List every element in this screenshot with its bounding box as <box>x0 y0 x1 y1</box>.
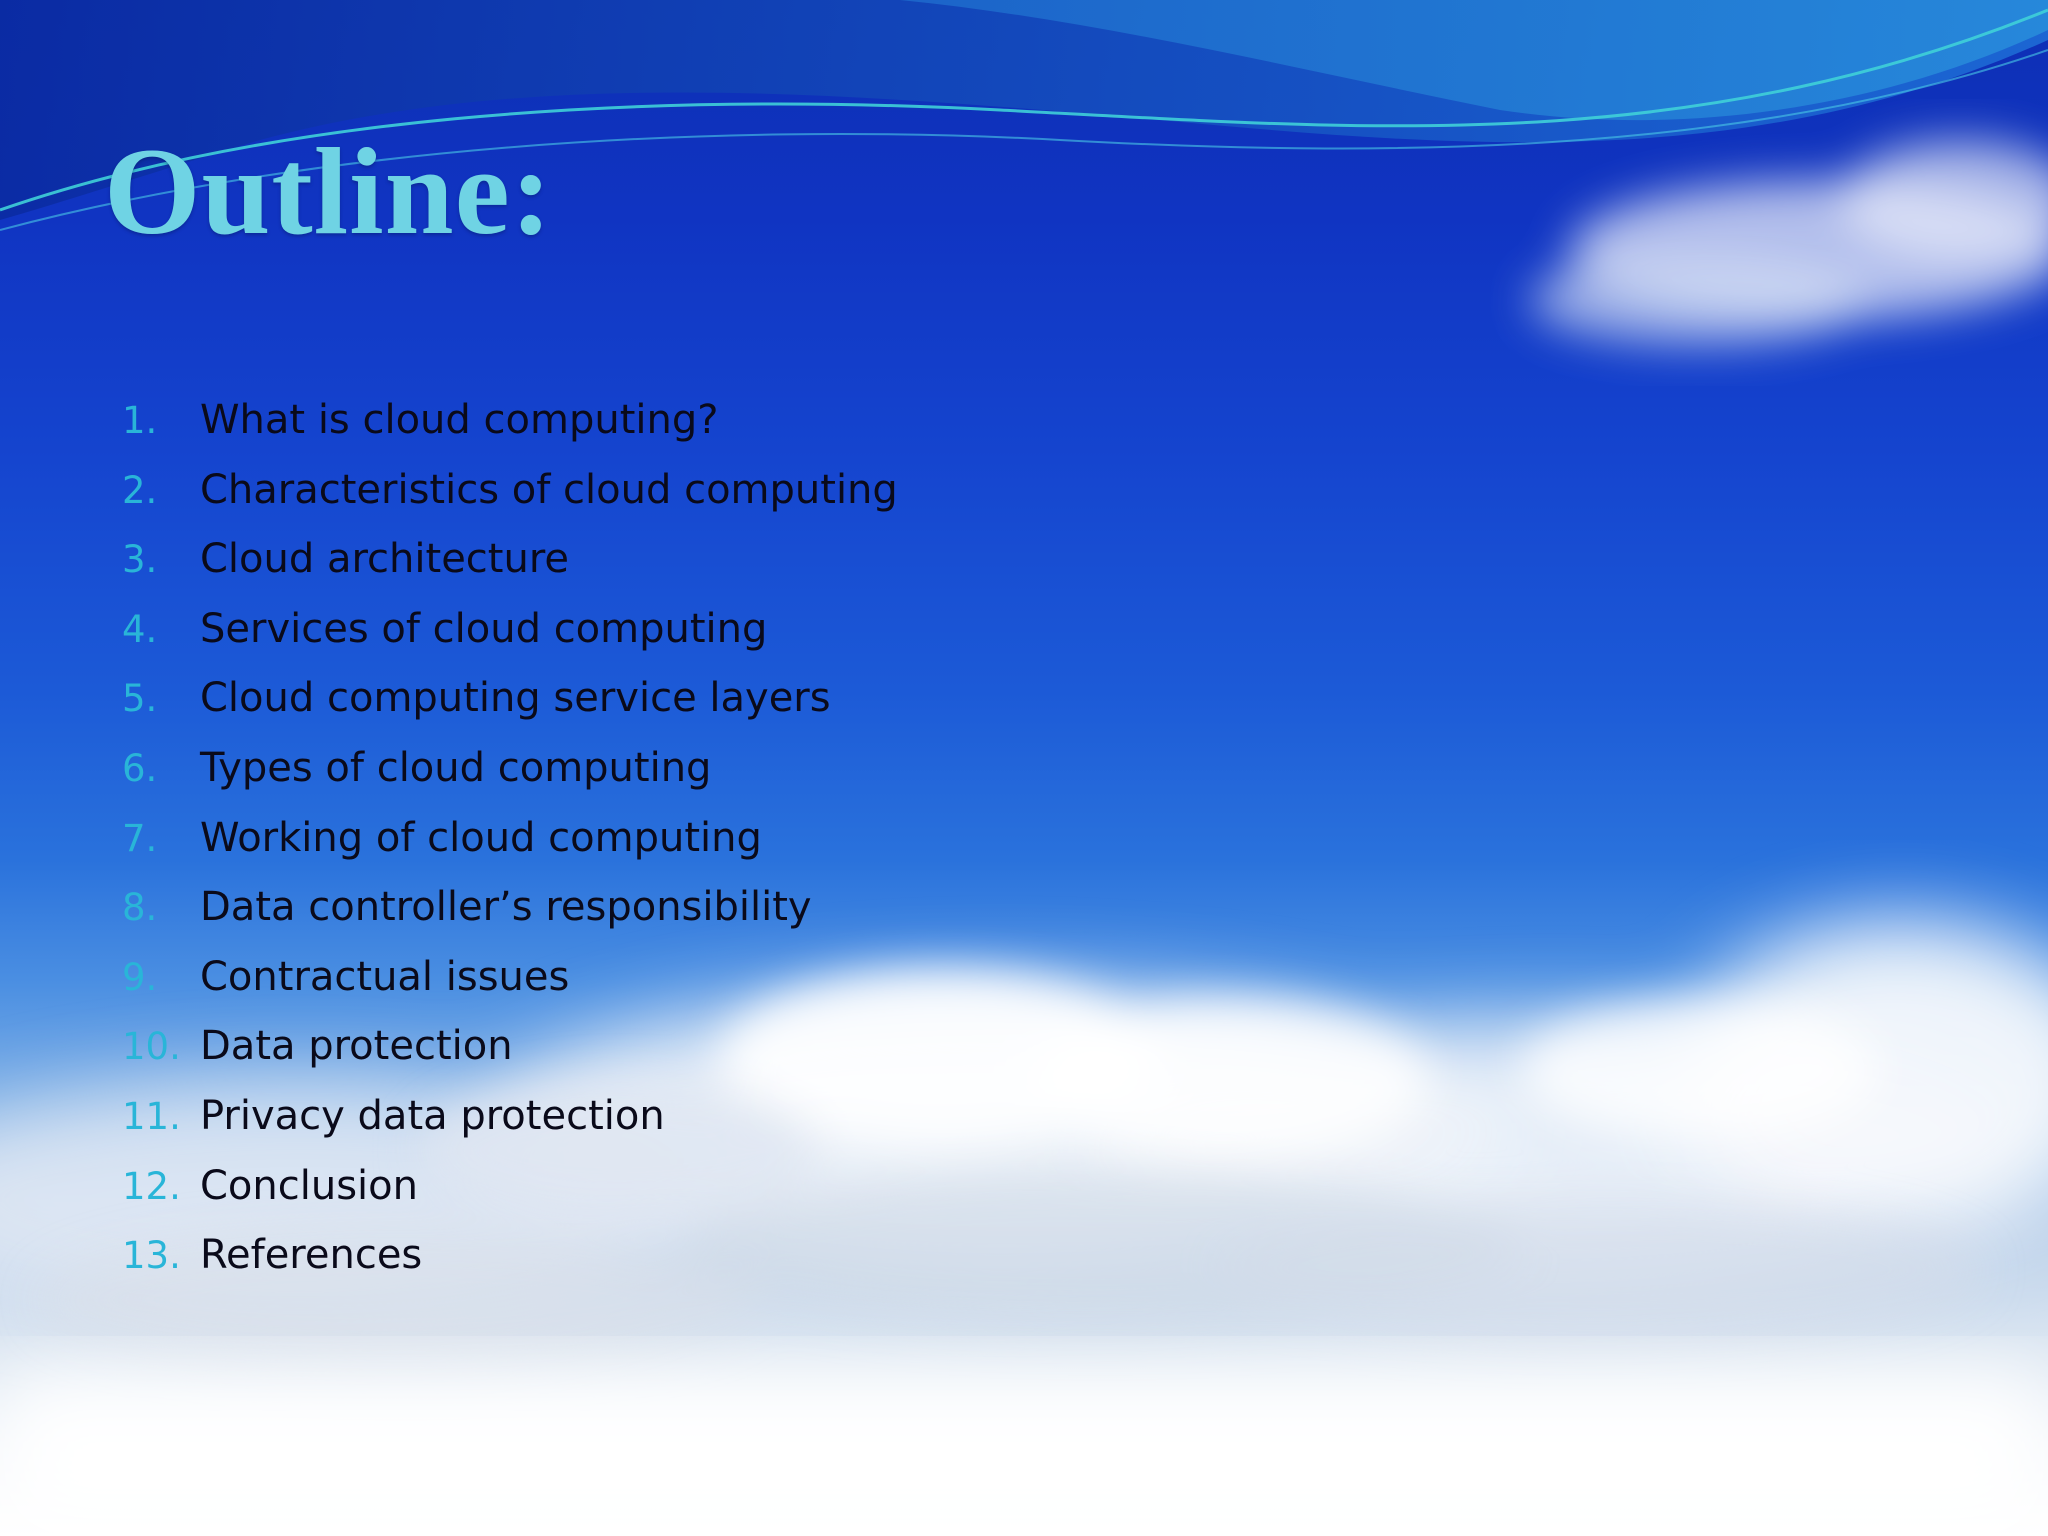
list-item-number: 10. <box>122 1025 181 1069</box>
list-item <box>122 734 898 804</box>
list-item-text: Types of cloud computing <box>200 744 712 791</box>
list-item-text: Data controller’s responsibility <box>200 884 812 931</box>
list-item-number: 13. <box>122 1234 181 1278</box>
list-item-text: Characteristics of cloud computing <box>200 466 898 513</box>
list-item-text: Data protection <box>200 1023 513 1070</box>
list-item <box>122 664 898 734</box>
list-item <box>122 386 898 456</box>
list-item-number: 12. <box>122 1164 181 1208</box>
list-item <box>122 804 898 874</box>
list-item-text: Privacy data protection <box>200 1092 665 1139</box>
list-item <box>122 595 898 665</box>
outline-list <box>122 386 898 1291</box>
list-item-text: Cloud computing service layers <box>200 675 831 722</box>
list-item-number: 8. <box>122 886 158 930</box>
list-item-text: Contractual issues <box>200 953 570 1000</box>
list-item-text: What is cloud computing? <box>200 397 719 443</box>
list-item-number: 11. <box>122 1094 181 1138</box>
list-item-text: Working of cloud computing <box>200 814 762 861</box>
list-item-text: Services of cloud computing <box>200 605 768 652</box>
list-item-number: 7. <box>122 816 158 860</box>
list-item <box>122 456 898 526</box>
list-item <box>122 525 898 595</box>
list-item <box>122 1012 898 1082</box>
list-item <box>122 1082 898 1152</box>
list-item <box>122 943 898 1013</box>
list-item-text: Cloud architecture <box>200 536 570 583</box>
list-item <box>122 873 898 943</box>
list-item-number: 6. <box>122 746 158 790</box>
list-item-text: References <box>200 1232 423 1279</box>
list-item <box>122 1221 898 1291</box>
list-item-text: Conclusion <box>200 1162 418 1209</box>
list-item-number: 3. <box>122 538 158 582</box>
list-item-number: 4. <box>122 607 158 651</box>
list-item-number: 1. <box>122 399 158 442</box>
list-item-number: 2. <box>122 468 158 512</box>
list-item-number: 5. <box>122 677 158 721</box>
slide-title: Outline: <box>104 123 553 260</box>
list-item <box>122 1152 898 1222</box>
list-item-number: 9. <box>122 955 158 999</box>
